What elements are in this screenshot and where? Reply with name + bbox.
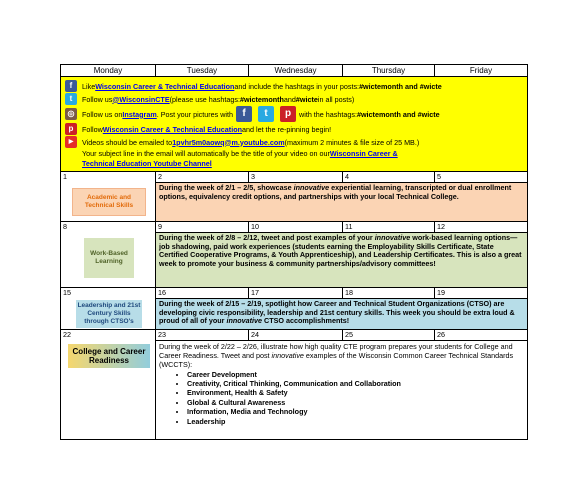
pinterest-icon: p — [280, 106, 296, 122]
day-number: 12 — [435, 222, 528, 233]
week1-description: During the week of 2/1 – 2/5, showcase innovative experiential learning, transcripted or dual enrollment options, equivalency credit options, and partnerships with your local Technical College. — [156, 183, 528, 222]
day-number: 9 — [156, 222, 249, 233]
day-number: 26 — [435, 330, 528, 341]
calendar-table — [60, 64, 528, 440]
hashtags: #wictemonth and #wicte — [359, 81, 442, 91]
youtube-line-3 — [65, 159, 523, 168]
facebook-icon: f — [236, 106, 252, 122]
week2-description: During the week of 2/8 – 2/12, tweet and post examples of your innovative work-based learning options—job shadowing, paid work experiences (students earning the Employability Skills Certificate, State Certified Cooperative Programs, & Youth Apprenticeship), and Leadership Certificates. This is also a great week to promote your business & community partnerships/advisory committees! — [156, 233, 528, 288]
facebook-icon[interactable]: f — [65, 80, 77, 92]
day-number: 10 — [249, 222, 343, 233]
instagram-line: ◎ Follow us on Instagram . Post your pictures with f t p with the hashtags: #wictemonth and #wicte — [65, 106, 523, 122]
day-number: 22 — [63, 330, 71, 339]
list-item: • Career Development — [187, 370, 524, 379]
day-thursday: Thursday — [343, 65, 435, 77]
day-tuesday: Tuesday — [156, 65, 249, 77]
pinterest-line: p Follow Wisconsin Career & Technical Education and let the re-pinning begin! — [65, 123, 523, 135]
week1-monday-cell — [61, 172, 156, 222]
youtube-line-2: Your subject line in the email will automatically be the title of your video on our Wisconsin Career & — [82, 149, 398, 158]
list-item: • Global & Cultural Awareness — [187, 398, 524, 407]
pinterest-link[interactable]: Wisconsin Career & Technical Education — [102, 124, 242, 134]
day-number: 23 — [156, 330, 249, 341]
list-item: • Environment, Health & Safety — [187, 388, 524, 397]
day-number: 8 — [63, 222, 67, 231]
week4-monday-cell — [61, 330, 156, 440]
youtube-line: ▶ Videos should be emailed to 1pvhr5m0aowq@m.youtube.com (maximum 2 minutes & file size of 25 MB.) — [65, 136, 523, 148]
day-number: 18 — [343, 288, 435, 299]
day-number: 25 — [343, 330, 435, 341]
day-number: 3 — [249, 172, 343, 183]
youtube-email-link[interactable]: 1pvhr5m0aowq@m.youtube.com — [172, 137, 285, 147]
week3-description: During the week of 2/15 – 2/19, spotlight how Career and Technical Student Organizations (CTSO) are developing civic responsibility, leadership and 21st century skills. This week you should be extra loud & proud of all of your innovative CTSO accomplishments! — [156, 299, 528, 330]
day-number: 19 — [435, 288, 528, 299]
day-number: 5 — [435, 172, 528, 183]
week4-description: During the week of 2/22 – 2/26, illustrate how high quality CTE program prepares your students for College and Career Readiness. Tweet and post innovative examples of the Wisconsin Common Career Technical Standards (WCCTS): • Career Development • Creativity, Critical Thinking, Communication and Collaboration • Environment, Health & Safety • Global & Cultural Awareness • Information, Media and Technology • Leadership — [156, 341, 528, 440]
standards-list — [159, 370, 524, 426]
instagram-link[interactable]: Instagram — [122, 109, 157, 119]
facebook-line: f Like Wisconsin Career & Technical Education and include the hashtags in your posts: #wictemonth and #wicte — [65, 80, 523, 92]
week2-monday-cell — [61, 222, 156, 288]
youtube-icon[interactable]: ▶ — [65, 136, 77, 148]
day-number: 16 — [156, 288, 249, 299]
work-based-learning-label: Work-Based Learning — [84, 238, 134, 278]
day-wednesday: Wednesday — [249, 65, 343, 77]
list-item: • Creativity, Critical Thinking, Communication and Collaboration — [187, 379, 524, 388]
pinterest-icon[interactable]: p — [65, 123, 77, 135]
day-number: 4 — [343, 172, 435, 183]
social-media-notice — [61, 77, 528, 172]
list-item: • Information, Media and Technology — [187, 407, 524, 416]
day-number: 1 — [63, 172, 67, 181]
youtube-channel-link[interactable]: Wisconsin Career & — [329, 149, 398, 158]
day-number: 24 — [249, 330, 343, 341]
day-friday: Friday — [435, 65, 528, 77]
week3-monday-cell — [61, 288, 156, 330]
day-header-row — [61, 65, 528, 77]
day-number: 2 — [156, 172, 249, 183]
academic-technical-skills-label: Academic and Technical Skills — [72, 188, 146, 216]
day-monday: Monday — [61, 65, 156, 77]
leadership-ctso-label: Leadership and 21st Century Skills through CTSO's — [76, 300, 142, 328]
day-number: 15 — [63, 288, 71, 297]
twitter-line: t Follow us @WisconsinCTE (please use hashtags: #wictemonth and #wicte in all posts) — [65, 93, 523, 105]
list-item: • Leadership — [187, 417, 524, 426]
day-number: 11 — [343, 222, 435, 233]
instagram-icon[interactable]: ◎ — [65, 108, 77, 120]
youtube-channel-link-2[interactable]: Technical Education Youtube Channel — [82, 159, 212, 168]
twitter-link[interactable]: @WisconsinCTE — [112, 94, 170, 104]
day-number: 17 — [249, 288, 343, 299]
college-career-readiness-label: College and Career Readiness — [68, 344, 150, 368]
twitter-icon: t — [258, 106, 274, 122]
facebook-link[interactable]: Wisconsin Career & Technical Education — [95, 81, 235, 91]
twitter-icon[interactable]: t — [65, 93, 77, 105]
